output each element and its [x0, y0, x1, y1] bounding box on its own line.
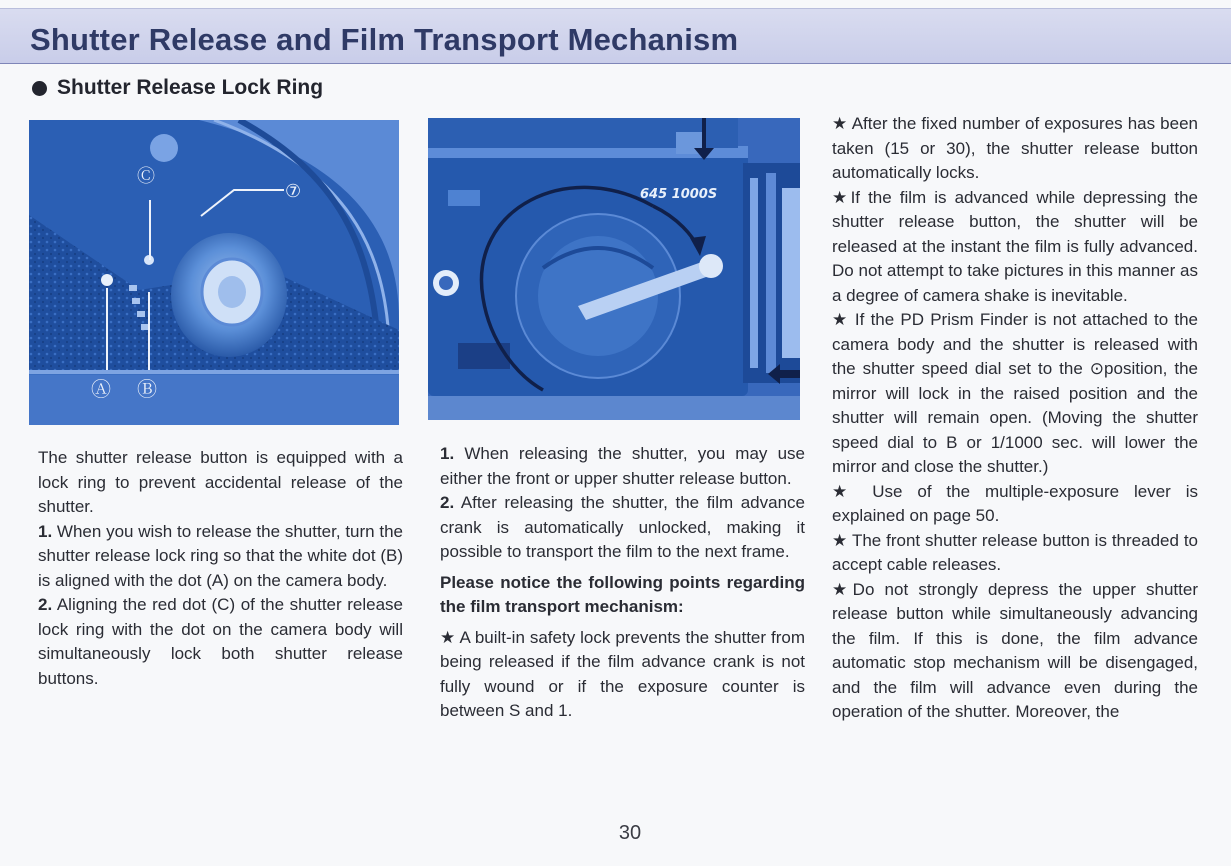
page-number: 30 — [618, 822, 642, 844]
mid-item-1 — [440, 442, 805, 491]
label-c: Ⓒ — [137, 166, 155, 187]
section-heading — [32, 76, 323, 100]
left-item-1-number: 1. — [38, 521, 53, 541]
note-4: ★ If the PD Prism Finder is not attached to the camera body and the shutter is released with the shutter speed dial set to the ⊙position, the mirror will lock in the raised position and the shutter will remain open. (Moving the shutter speed dial to B or 1/1000 sec. will lower the mirror and close the shutter.) — [832, 310, 1198, 476]
left-item-1-text: When you wish to release the shutter, turn the shutter release lock ring so that the white dot (B) is aligned with the dot (A) on the camera body. — [38, 521, 403, 590]
mid-item-1-number: 1. — [440, 444, 455, 463]
left-item-2-number: 2. — [38, 595, 53, 614]
page-title: Shutter Release and Film Transport Mechanism — [30, 22, 739, 57]
mid-item-2-text: After releasing the shutter, the film advance crank is automatically unlocked, making it possible to transport the film to the next frame. — [440, 493, 805, 561]
left-item-2 — [38, 593, 403, 691]
note-6: ★ The front shutter release button is threaded to accept cable releases. — [832, 530, 1198, 574]
mid-item-2 — [440, 491, 805, 565]
left-item-2-text: Aligning the red dot (C) of the shutter release lock ring with the dot on the camera body will simultaneously lock both shutter release buttons. — [38, 595, 403, 688]
intro-paragraph: The shutter release button is equipped with a lock ring to prevent accidental release of the shutter. — [38, 448, 403, 516]
label-7: ⑦ — [285, 181, 302, 202]
camera-model-label: 645 1000S — [640, 187, 718, 202]
bullet-icon — [32, 81, 47, 96]
note-1: ★ A built-in safety lock prevents the shutter from being released if the film advance crank is not fully wound or if the exposure counter is between S and 1. — [440, 627, 805, 720]
section-heading-text: Shutter Release Lock Ring — [57, 76, 324, 99]
notice-heading: Please notice the following points regarding the film transport mechanism: — [440, 572, 805, 616]
note-3: ★If the film is advanced while depressing the shutter release button, the shutter will be released at the instant the film is fully advanced. Do not attempt to take pictures in this manner as a degree of camera shake is inevitable. — [832, 187, 1198, 305]
mid-item-2-number: 2. — [440, 493, 455, 512]
note-2: ★ After the fixed number of exposures has been taken (15 or 30), the shutter release button automatically locks. — [832, 114, 1198, 182]
camera-crank-photo — [428, 118, 800, 420]
left-column — [38, 446, 403, 691]
lock-ring-photo — [29, 120, 399, 425]
note-7: ★Do not strongly depress the upper shutter release button while simultaneously advancing the film. If this is done, the film advance automatic stop mechanism will be disengaged, and the film will advance even during the operation of the shutter. Moreover, the — [832, 579, 1198, 721]
label-b: Ⓑ — [137, 377, 157, 401]
mid-item-1-text: When releasing the shutter, you may use either the front or upper shutter release button. — [440, 444, 805, 488]
left-item-1 — [38, 520, 403, 594]
right-column — [832, 112, 1198, 725]
note-5: ★ Use of the multiple-exposure lever is explained on page 50. — [832, 481, 1198, 525]
label-a: Ⓐ — [91, 377, 111, 401]
title-bar — [0, 8, 1231, 64]
middle-column — [440, 442, 805, 724]
